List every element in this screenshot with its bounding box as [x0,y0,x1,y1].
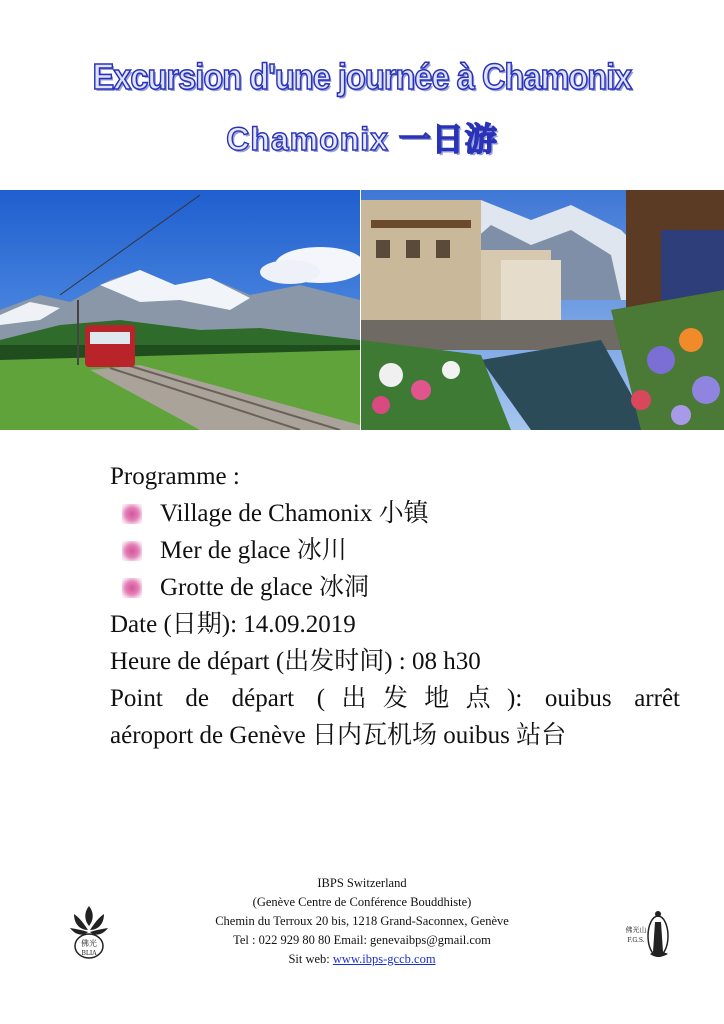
fgs-logo-en: F.G.S. [627,937,645,944]
footer-org-sub: (Genève Centre de Conférence Bouddhiste) [252,895,472,909]
programme-item-label: Grotte de glace 冰洞 [160,574,369,601]
programme-section [110,458,680,754]
departure-point-line-2: aéroport de Genève 日内瓦机场 ouibus 站台 [110,722,567,749]
bullet-icon [122,578,142,598]
photo-strip [0,190,724,430]
fgs-logo-cn: 佛光山 [625,926,647,934]
date-line: Date (日期): 14.09.2019 [110,611,356,638]
fgs-logo [622,902,674,967]
mountain-train-photo [0,190,360,430]
programme-item [110,569,680,606]
footer-address: Chemin du Terroux 20 bis, 1218 Grand-Saconnex, Genève [215,914,509,928]
bullet-icon [122,504,142,524]
footer-org: IBPS Switzerland [317,876,407,890]
departure-point-line: Point de départ (出发地点): ouibus arrêt [110,685,680,712]
blia-logo-en: BLIA [81,950,97,957]
programme-item [110,495,680,532]
footer-contact: Tel : 022 929 80 80 Email: genevaibps@gmail.com [233,933,491,947]
blia-logo [66,902,112,967]
title-chinese: Chamonix 一日游 [226,121,498,157]
website-link[interactable]: www.ibps-gccb.com [332,952,436,966]
bullet-icon [122,541,142,561]
chamonix-village-river-photo [361,190,724,430]
title-french: Excursion d'une journée à Chamonix [92,56,632,97]
programme-item [110,532,680,569]
departure-time-line: Heure de départ (出发时间) : 08 h30 [110,648,481,675]
programme-heading: Programme : [110,463,240,490]
programme-item-label: Mer de glace 冰川 [160,537,347,564]
programme-item-label: Village de Chamonix 小镇 [160,500,429,527]
footer-web-label: Sit web: [288,952,333,966]
blia-logo-cn: 佛光 [81,939,97,948]
